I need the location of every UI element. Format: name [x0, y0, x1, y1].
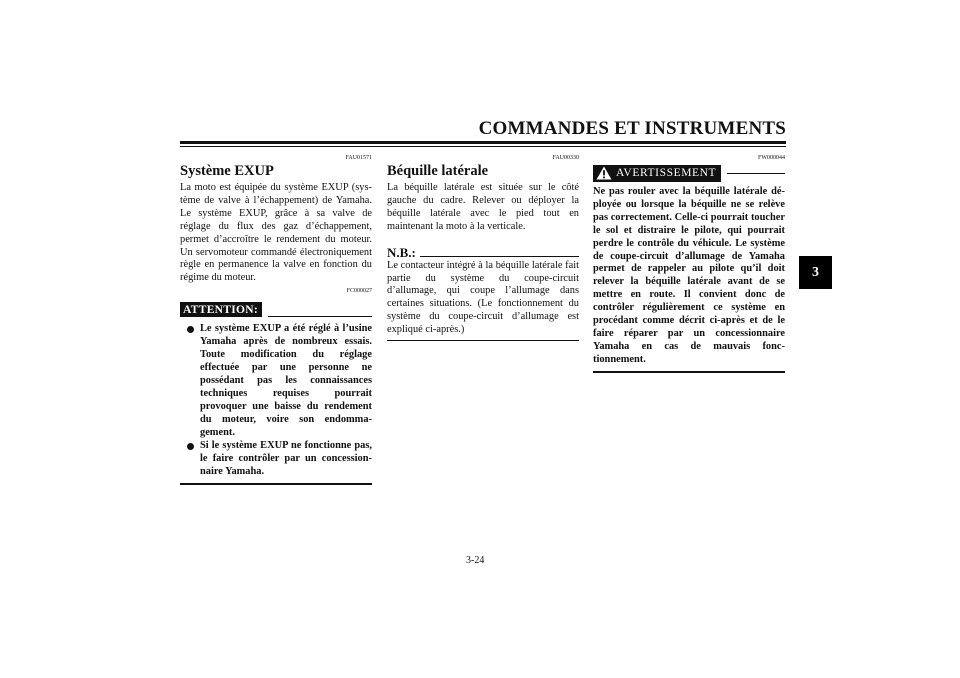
- exup-body: La moto est équipée du système EXUP (système de valve à l’échappement) de Yamaha. Le système EXUP, grâce à sa valve de réglage du flux des gaz d’échappement, permet d’accroître le rendement du moteur. Un servomoteur commandé électroniquement règle en permanence la valve en fonction du régime du moteur.: [180, 182, 372, 284]
- bullet-icon: [187, 443, 194, 450]
- attention-list: [180, 323, 372, 479]
- attention-code: FC000027: [346, 288, 372, 295]
- warning-rule: [727, 173, 785, 174]
- exup-code: FAU01571: [345, 155, 372, 161]
- list-item: [180, 440, 372, 479]
- nb-rule: [420, 256, 579, 257]
- warning-triangle-icon: [596, 166, 612, 180]
- bullet-icon: [187, 326, 194, 333]
- warning-section: [593, 154, 785, 373]
- exup-section: [180, 154, 372, 485]
- page-number: 3-24: [466, 555, 485, 566]
- header-rule-thin: [180, 146, 786, 147]
- attention-rule: [268, 316, 372, 317]
- attention-item-text: Si le système EXUP ne fonctionne pas, le faire contrôler par un concessionnaire Yamaha.: [200, 440, 372, 478]
- warning-code: FW000044: [758, 155, 785, 161]
- attention-label: ATTENTION:: [180, 302, 262, 317]
- page-header-title: COMMANDES ET INSTRUMENTS: [478, 118, 786, 139]
- warning-label: AVERTISSEMENT: [616, 167, 717, 179]
- header-rule: [180, 141, 786, 144]
- attention-header: [180, 301, 372, 317]
- list-item: [180, 323, 372, 439]
- bequille-body: La béquille latérale est située sur le côté gauche du cadre. Relever ou déployer la béquille latérale avec le pied tout en maintenant la moto à la verticale.: [387, 182, 579, 232]
- nb-header: [387, 246, 579, 260]
- exup-title: Système EXUP: [180, 163, 274, 179]
- warning-end-rule: [593, 371, 785, 373]
- attention-item-text: Le système EXUP a été réglé à l’usine Yamaha après de nombreux essais. Toute modification du réglage effectuée par une personne ne possédant pas les connaissances techniques requises pourrait provoquer une baisse du rendement du moteur, voire son endommagement.: [200, 323, 372, 438]
- bequille-title: Béquille latérale: [387, 163, 489, 179]
- warning-text: Ne pas rouler avec la béquille latérale déployée ou lorsque la béquille ne se relève pas correctement. Celle-ci pourrait toucher le sol et distraire le pilote, qui pourrait perdre le contrôle du véhicule. Le système de coupe-circuit d’allumage de Yamaha permet de rappeler au pilote qu’il doit relever la béquille latérale avant de se mettre en route. Il convient donc de contrôler régulièrement ce système en procédant comme décrit ci-après et de le faire réparer par un concessionnaire Yamaha en cas de mauvais fonctionnement.: [593, 186, 785, 365]
- attention-end-rule: [180, 483, 372, 485]
- bequille-code: FAU00330: [552, 155, 579, 161]
- warning-badge: [593, 165, 721, 182]
- chapter-tab[interactable]: 3: [799, 256, 832, 289]
- warning-header: [593, 164, 785, 182]
- nb-text: Le contacteur intégré à la béquille latérale fait partie du système du coupe-circuit d’allumage, qui coupe l’allumage dans certaines situations. (Le fonctionnement du système du coupe-circuit d’allumage est expliqué ci-après.): [387, 259, 579, 336]
- bequille-section: [387, 154, 579, 341]
- nb-end-rule: [387, 340, 579, 341]
- nb-label: N.B.:: [387, 244, 416, 260]
